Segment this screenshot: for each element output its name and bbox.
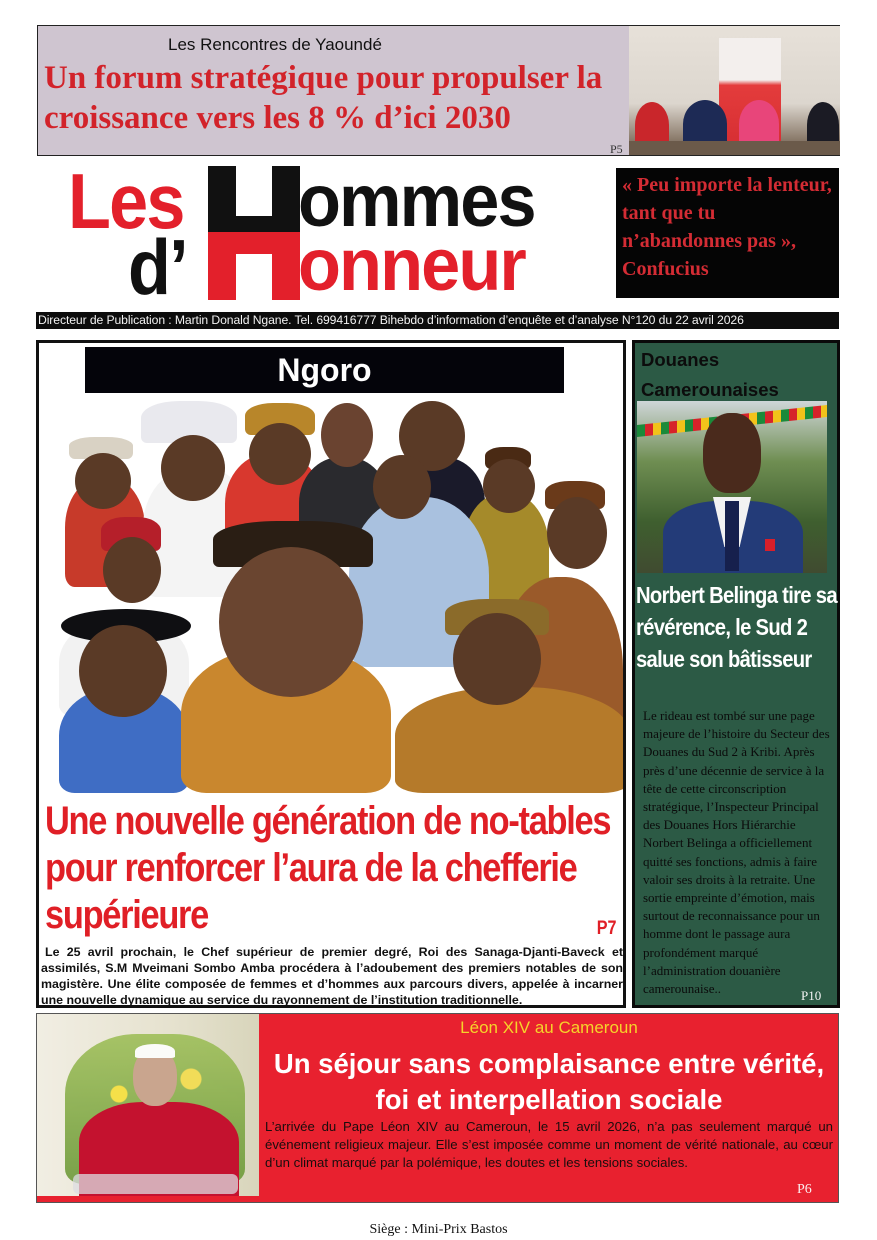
footer-address: Siège : Mini-Prix Bastos	[369, 1222, 508, 1237]
teaser-headline[interactable]: Un forum stratégique pour propulser la croissance vers les 8 % d’ici 2030	[44, 60, 603, 136]
quote-box	[616, 168, 839, 298]
publication-info-bar: Directeur de Publication : Martin Donald Ngane. Tel. 699416777 Bihebdo d’information d’enquête et d’analyse N°120 du 22 avril 2026	[36, 312, 839, 329]
side-body: Le rideau est tombé sur une page majeure de l’histoire du Secteur des Douanes du Sud 2 à Kribi. Après près d’une décennie de service à la tête de cette circonscription stratégique, l’Inspecteur Principal des Douanes Hors Hiérarchie Norbert Belinga a officiellement quitté ses fonctions, admis à faire valoir ses droits à la retraite. Une sortie empreinte d’émotion, mais surtout de reconnaissance pour un homme dont le passage aura profondément marqué l’administration douanière camerounaise..	[643, 708, 830, 997]
notable-face	[321, 403, 373, 467]
side-page-ref: P10	[801, 988, 822, 1003]
notable-face	[103, 537, 161, 603]
main-rubric: Ngoro	[85, 347, 564, 393]
notable-face	[483, 459, 535, 513]
notable-face	[79, 625, 167, 717]
norbert-belinga-portrait	[637, 401, 827, 573]
notables-collage	[59, 397, 623, 793]
notable-face	[219, 547, 363, 697]
teaser-kicker: Les Rencontres de Yaoundé	[168, 35, 382, 54]
notable-face	[161, 435, 225, 501]
forum-panel-photo	[629, 26, 840, 155]
main-page-ref: P7	[596, 918, 617, 939]
pope-leo-xiv-photo	[37, 1014, 259, 1202]
bottom-kicker: Léon XIV au Cameroun	[460, 1018, 638, 1037]
side-rubric: Douanes Camerounaises	[641, 349, 779, 400]
notable-face	[453, 613, 541, 705]
logo-h-red-block	[208, 232, 300, 300]
main-body: Le 25 avril prochain, le Chef supérieur de premier degré, Roi des Sanaga-Djanti-Baveck et assimilés, S.M Mveimani Sombo Amba procédera à l’adoubement des premiers notables de son magistère. Une élite composée de femmes et d’hommes aux parcours divers, appelée à incarner une nouvelle dynamique au service du rayonnement de l’institution traditionnelle.	[41, 945, 623, 1007]
panel-table	[629, 141, 840, 155]
masthead-logo[interactable]	[68, 157, 588, 311]
logo-d: d’	[128, 223, 187, 311]
logo-h-black-block	[208, 166, 300, 232]
quote-text: « Peu importe la lenteur, tant que tu n’abandonnes pas », Confucius	[622, 174, 832, 280]
bottom-story[interactable]	[36, 1013, 839, 1203]
logo-ommes: ommes	[298, 159, 535, 242]
medal-icon	[765, 539, 775, 551]
bottom-body: L’arrivée du Pape Léon XIV au Cameroun, le 15 avril 2026, n’a pas seulement marqué un événement religieux majeur. Elle s’est imposée comme un moment de vérité nationale, au cœur d’un climat marqué par la polémique, les doutes et les tensions sociales.	[265, 1119, 833, 1170]
photo-border	[37, 1196, 259, 1202]
notable-face	[373, 455, 431, 519]
side-story[interactable]	[632, 340, 840, 1008]
teaser-page-ref: P5	[610, 142, 623, 156]
main-story[interactable]	[36, 340, 626, 1008]
logo-les: Les	[68, 157, 184, 245]
bottom-page-ref: P6	[797, 1182, 812, 1197]
teaser-banner[interactable]	[37, 25, 840, 156]
zucchetto	[135, 1044, 175, 1058]
bottom-headline[interactable]: Un séjour sans complaisance entre vérité, foi et interpellation sociale	[273, 1048, 825, 1115]
tie	[725, 501, 739, 571]
logo-onneur: onneur	[298, 223, 525, 306]
notable-face	[75, 453, 131, 509]
portrait-face	[703, 413, 761, 493]
main-headline[interactable]: Une nouvelle génération de no-tables pour renforcer l’aura de la chefferie supérieure	[45, 799, 611, 937]
notable-face	[249, 423, 311, 485]
glass-lectern	[73, 1174, 238, 1194]
notable-face	[547, 497, 607, 569]
side-headline[interactable]: Norbert Belinga tire sa révérence, le Sud 2 salue son bâtisseur	[636, 582, 837, 672]
